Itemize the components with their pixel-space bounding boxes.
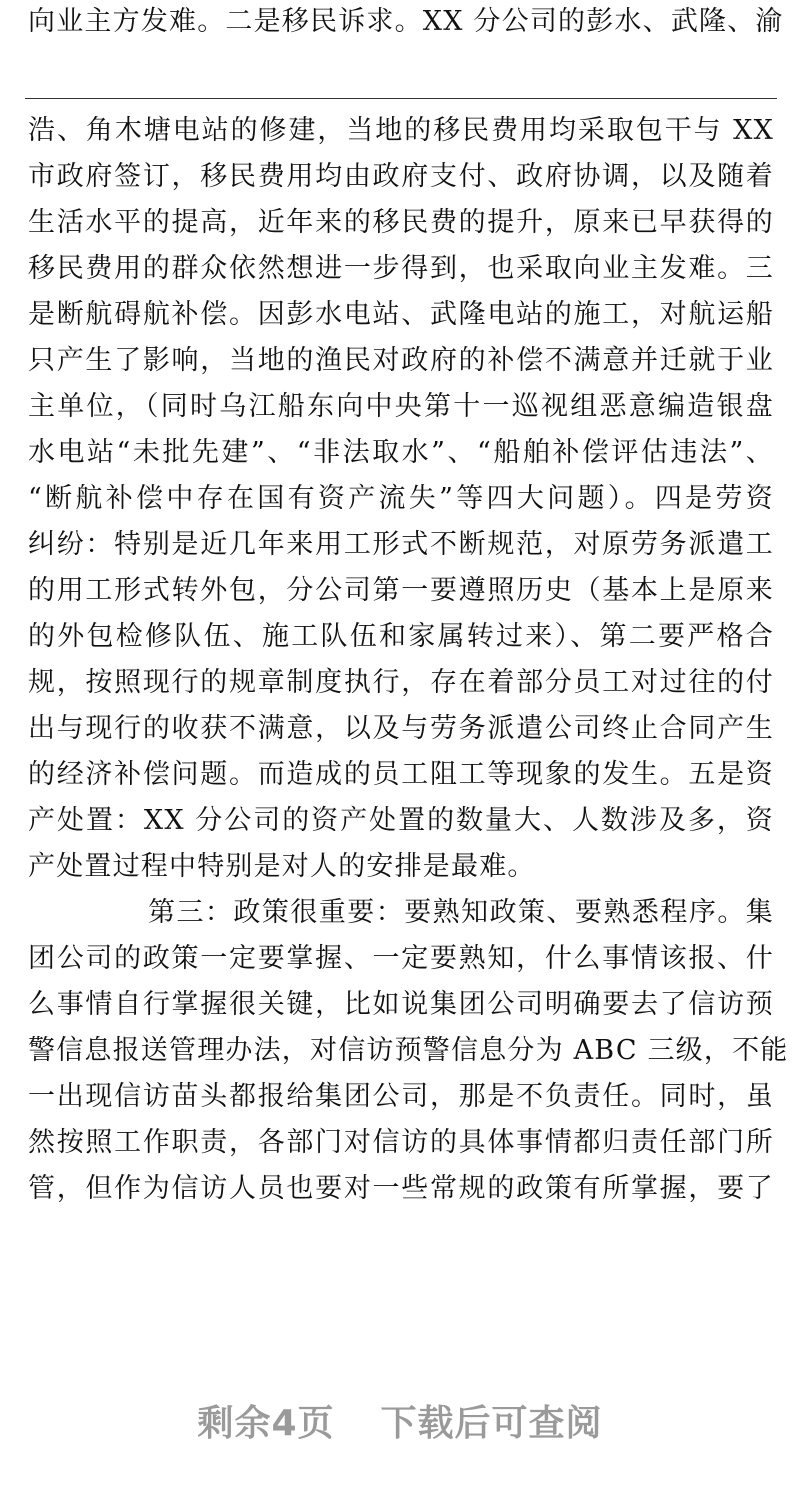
text-line: 移民费用的群众依然想进一步得到，也采取向业主发难。三 bbox=[28, 253, 774, 284]
remaining-pages-label: 剩余4页 bbox=[197, 1403, 335, 1444]
text-line: 纠纷：特别是近几年来用工形式不断规范，对原劳务派遣工 bbox=[28, 529, 774, 560]
paragraph-end-line: 产处置过程中特别是对人的安排是最难。 bbox=[28, 851, 536, 882]
text-line: 产处置：XX 分公司的资产处置的数量大、人数涉及多，资 bbox=[28, 805, 774, 836]
text-line: 主单位，（同时乌江船东向中央第十一巡视组恶意编造银盘 bbox=[28, 391, 774, 422]
text-line: 管，但作为信访人员也要对一些常规的政策有所掌握，要了 bbox=[28, 1173, 774, 1204]
download-to-read-label: 下载后可查阅 bbox=[380, 1403, 603, 1444]
text-line: 是断航碍航补偿。因彭水电站、武隆电站的施工，对航运船 bbox=[28, 299, 774, 330]
section-heading-line: 第三：政策很重要：要熟知政策、要熟悉程序。集 bbox=[148, 897, 774, 928]
text-line: 的经济补偿问题。而造成的员工阻工等现象的发生。五是资 bbox=[28, 759, 774, 790]
text-line: 生活水平的提高，近年来的移民费的提升，原来已早获得的 bbox=[28, 207, 774, 238]
text-line: 规，按照现行的规章制度执行，存在着部分员工对过往的付 bbox=[28, 667, 774, 698]
text-line: 么事情自行掌握很关键，比如说集团公司明确要去了信访预 bbox=[28, 989, 774, 1020]
text-line: “断航补偿中存在国有资产流失”等四大问题）。四是劳资 bbox=[28, 483, 774, 514]
text-line: 出与现行的收获不满意，以及与劳务派遣公司终止合同产生 bbox=[28, 713, 774, 744]
text-line: 警信息报送管理办法，对信访预警信息分为 ABC 三级，不能 bbox=[28, 1035, 789, 1066]
text-line: 市政府签订，移民费用均由政府支付、政府协调，以及随着 bbox=[28, 161, 774, 192]
text-line: 浩、角木塘电站的修建，当地的移民费用均采取包干与 XX bbox=[28, 115, 774, 146]
text-line: 团公司的政策一定要掌握、一定要熟知，什么事情该报、什 bbox=[28, 943, 774, 974]
document-body bbox=[28, 108, 789, 1212]
previous-page-fragment: 向业主方发难。二是移民诉求。XX 分公司的彭水、武隆、渝 bbox=[28, 6, 784, 37]
text-line: 的外包检修队伍、施工队伍和家属转过来）、第二要严格合 bbox=[28, 621, 774, 652]
page-break-divider bbox=[25, 98, 777, 99]
text-line: 然按照工作职责，各部门对信访的具体事情都归责任部门所 bbox=[28, 1127, 774, 1158]
text-line: 水电站“未批先建”、“非法取水”、“船舶补偿评估违法”、 bbox=[28, 437, 774, 468]
text-line: 一出现信访苗头都报给集团公司，那是不负责任。同时，虽 bbox=[28, 1081, 774, 1112]
text-line: 的用工形式转外包，分公司第一要遵照历史（基本上是原来 bbox=[28, 575, 774, 606]
download-prompt-banner[interactable] bbox=[0, 1395, 800, 1446]
text-line: 只产生了影响，当地的渔民对政府的补偿不满意并迁就于业 bbox=[28, 345, 774, 376]
